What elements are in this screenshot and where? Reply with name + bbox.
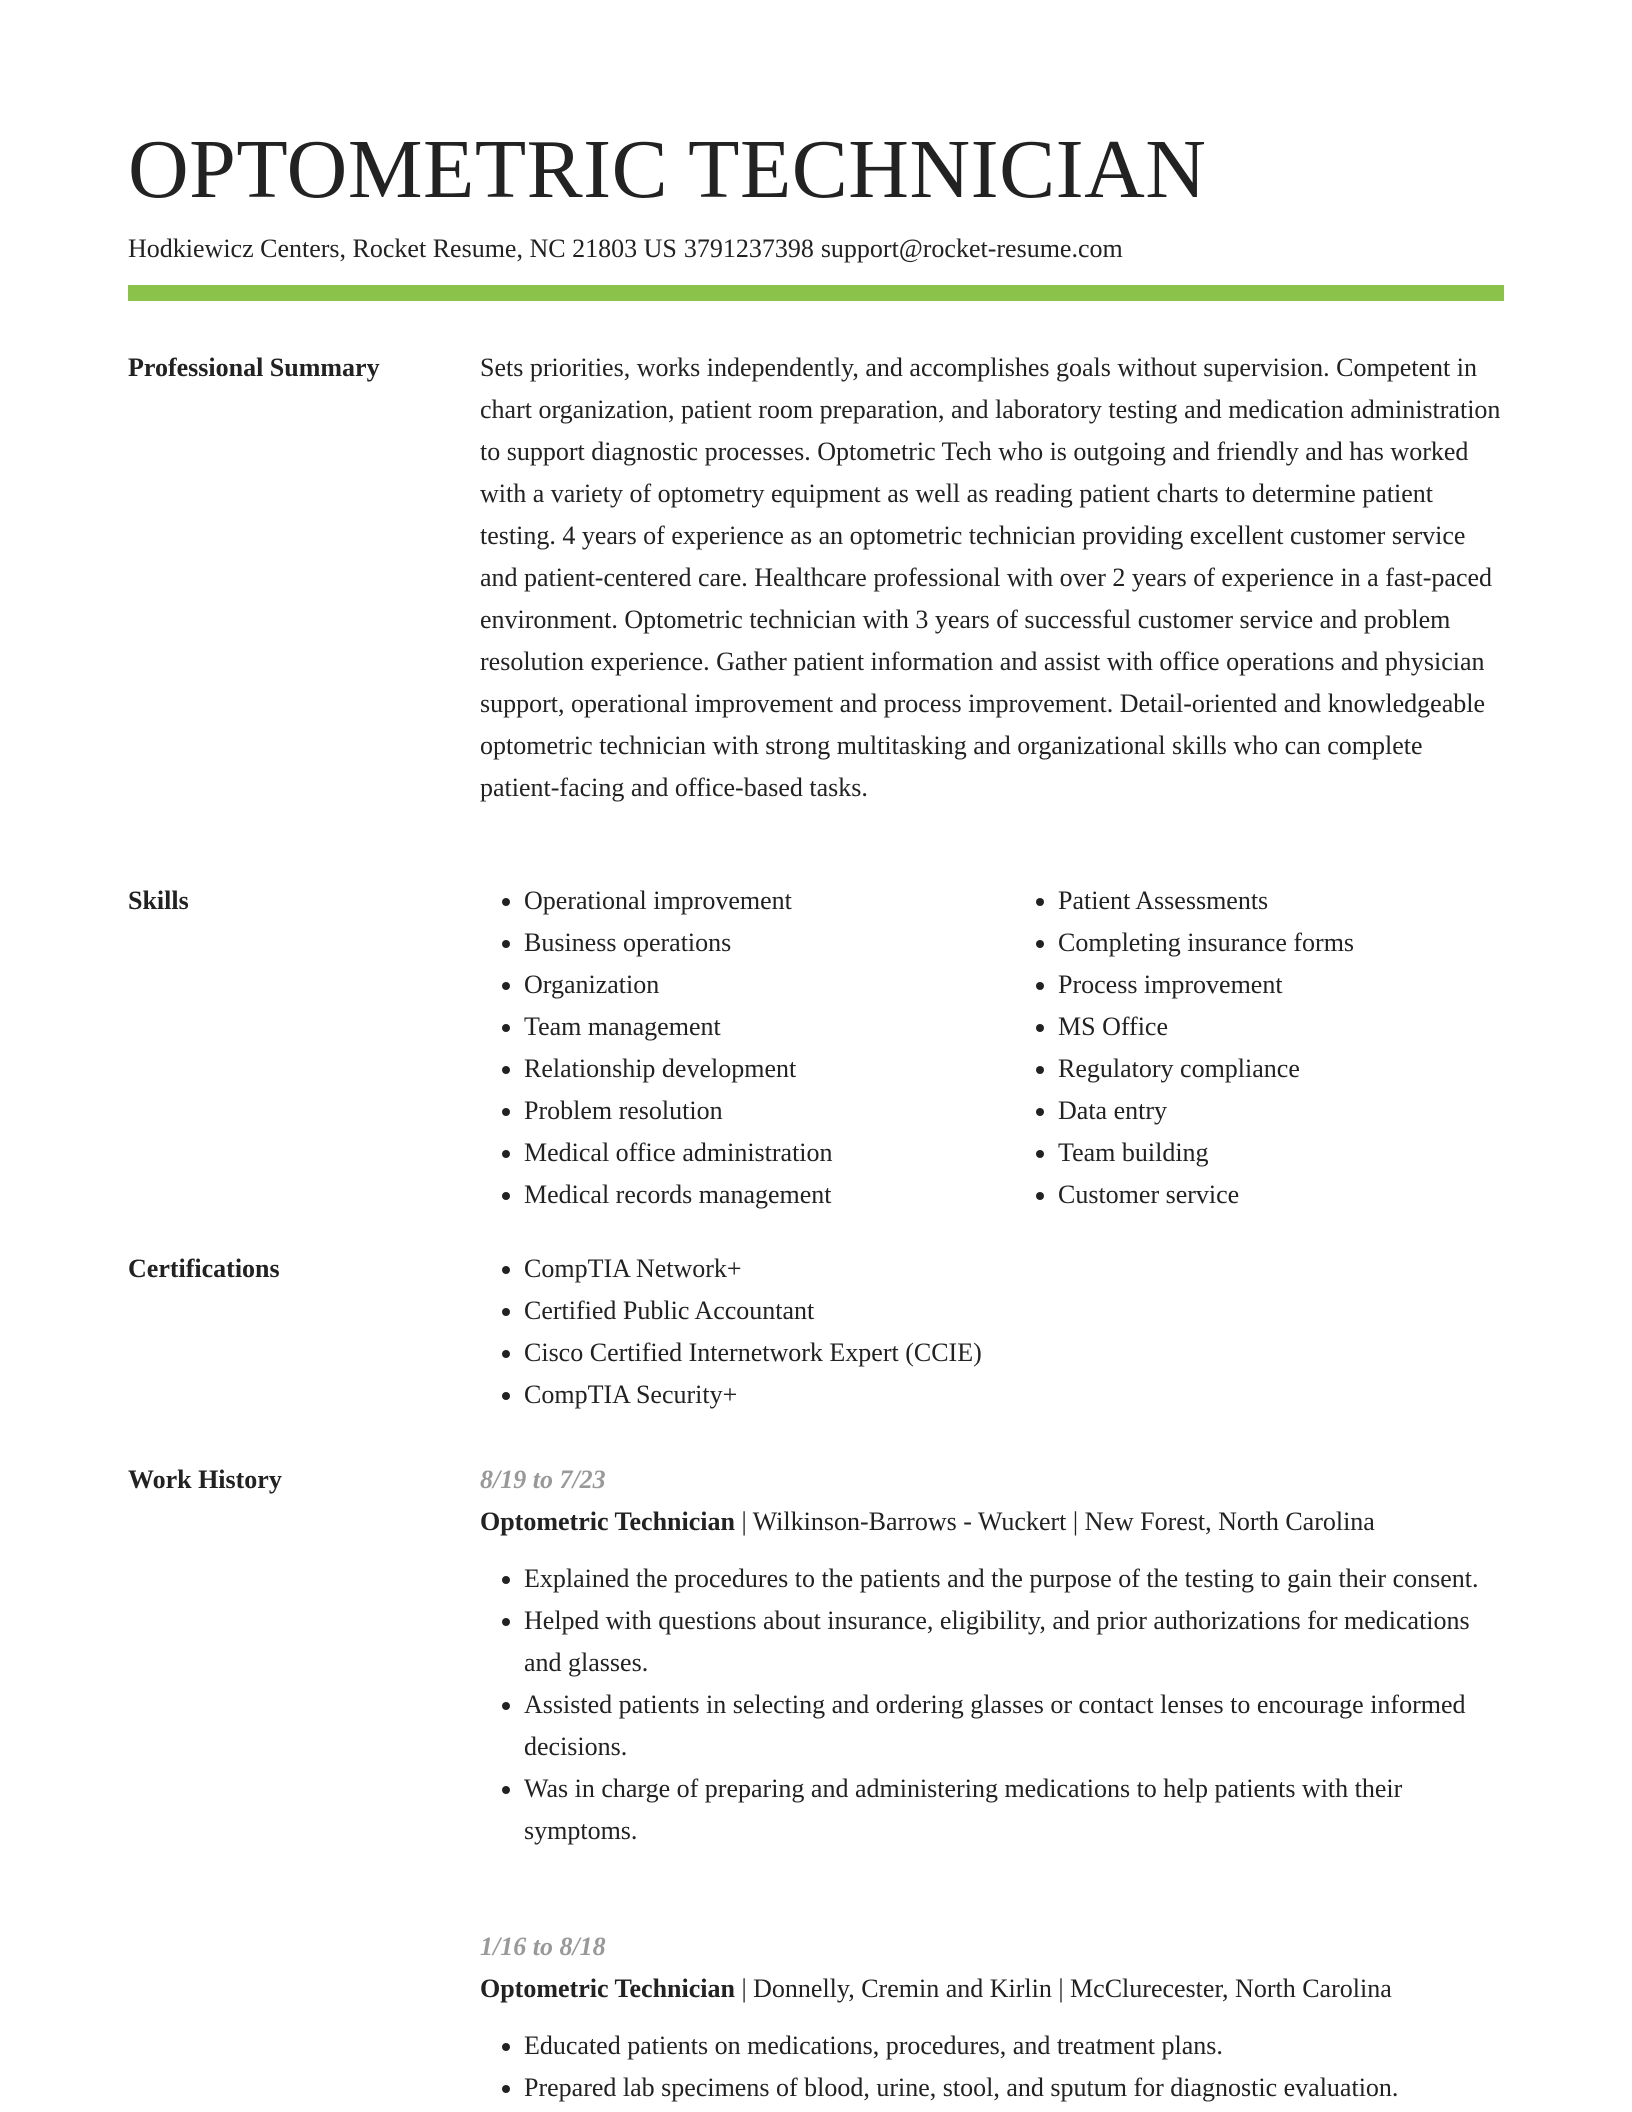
skill-item: • Completing insurance forms — [1058, 922, 1504, 964]
skill-item: • Team building — [1058, 1132, 1504, 1174]
skill-item: • Customer service — [1058, 1174, 1504, 1216]
certification-item: • CompTIA Security+ — [524, 1374, 1504, 1416]
skills-list-left — [480, 880, 970, 1216]
work-history-heading: Work History — [128, 1465, 282, 1494]
skill-item: • Organization — [524, 964, 970, 1006]
skill-item: • Data entry — [1058, 1090, 1504, 1132]
job-bullet: • Helped with questions about insurance, eligibility, and prior authorizations for medications and glasses. — [524, 1600, 1504, 1684]
job-title: Optometric Technician — [480, 1974, 735, 2003]
skill-item: • Process improvement — [1058, 964, 1504, 1006]
skill-item: • Team management — [524, 1006, 970, 1048]
job-heading — [480, 1968, 1504, 2010]
skill-item: • Medical office administration — [524, 1132, 970, 1174]
summary-text: Sets priorities, works independently, and accomplishes goals without supervision. Competent in chart organization, patient room preparation, and laboratory testing and medication administration to support diagnostic processes. Optometric Tech who is outgoing and friendly and has worked with a variety of optometry equipment as well as reading patient charts to determine patient testing. 4 years of experience as an optometric technician providing excellent customer service and patient-centered care. Healthcare professional with over 2 years of experience in a fast-paced environment. Optometric technician with 3 years of successful customer service and problem resolution experience. Gather patient information and assist with office operations and physician support, operational improvement and process improvement. Detail-oriented and knowledgeable optometric technician with strong multitasking and organizational skills who can complete patient-facing and office-based tasks. — [480, 353, 1501, 802]
certification-item: • CompTIA Network+ — [524, 1248, 1504, 1290]
resume-title: OPTOMETRIC TECHNICIAN — [128, 123, 1207, 216]
skill-item: • Business operations — [524, 922, 970, 964]
job-dates: 1/16 to 8/18 — [480, 1932, 606, 1961]
job-bullet: • Assisted patients in selecting and ordering glasses or contact lenses to encourage informed decisions. — [524, 1684, 1504, 1768]
job-details: | Wilkinson-Barrows - Wuckert | New Forest, North Carolina — [734, 1507, 1375, 1536]
job-bullet: • Explained the procedures to the patients and the purpose of the testing to gain their consent. — [524, 1558, 1504, 1600]
skills-body — [480, 880, 1504, 1216]
job-dates: 8/19 to 7/23 — [480, 1465, 606, 1494]
summary-heading: Professional Summary — [128, 353, 380, 382]
certifications-heading: Certifications — [128, 1254, 280, 1283]
skills-heading: Skills — [128, 886, 189, 915]
job-bullet: • Prepared lab specimens of blood, urine, stool, and sputum for diagnostic evaluation. — [524, 2067, 1504, 2109]
job-bullet: • Was in charge of preparing and administering medications to help patients with their symptoms. — [524, 1768, 1504, 1852]
skill-item: • MS Office — [1058, 1006, 1504, 1048]
skill-item: • Patient Assessments — [1058, 880, 1504, 922]
job-entry — [480, 1926, 1504, 2109]
contact-email: support@rocket-resume.com — [820, 234, 1123, 263]
contact-address: Hodkiewicz Centers, Rocket Resume, NC 21803 US — [128, 234, 677, 263]
certification-item: • Cisco Certified Internetwork Expert (CCIE) — [524, 1332, 1504, 1374]
header-divider — [128, 285, 1504, 301]
job-heading — [480, 1501, 1504, 1543]
summary-body — [480, 347, 1504, 809]
skill-item: • Problem resolution — [524, 1090, 970, 1132]
job-bullets — [480, 1558, 1504, 1852]
certifications-list — [480, 1248, 1504, 1416]
skill-item: • Relationship development — [524, 1048, 970, 1090]
certification-item: • Certified Public Accountant — [524, 1290, 1504, 1332]
contact-line — [128, 232, 1123, 266]
skill-item: • Operational improvement — [524, 880, 970, 922]
job-details: | Donnelly, Cremin and Kirlin | McClurecester, North Carolina — [734, 1974, 1392, 2003]
skills-list-right — [1014, 880, 1504, 1216]
job-bullet: • Educated patients on medications, procedures, and treatment plans. — [524, 2025, 1504, 2067]
skill-item: • Regulatory compliance — [1058, 1048, 1504, 1090]
job-entry — [480, 1459, 1504, 1852]
certifications-body — [480, 1248, 1504, 1416]
contact-phone: 3791237398 — [683, 234, 814, 263]
job-title: Optometric Technician — [480, 1507, 735, 1536]
job-bullets — [480, 2025, 1504, 2109]
skill-item: • Medical records management — [524, 1174, 970, 1216]
